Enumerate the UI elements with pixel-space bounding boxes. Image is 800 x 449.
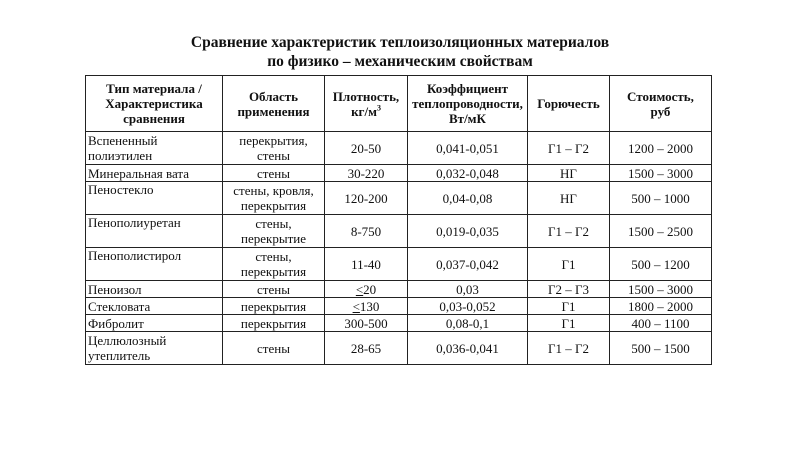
flammability-value: Г1	[528, 315, 610, 332]
material-name: Пеноизол	[86, 281, 223, 298]
application-area: перекрытия	[223, 298, 325, 315]
table-row	[86, 215, 712, 248]
flammability-value: Г2 – Г3	[528, 281, 610, 298]
conductivity-value: 0,03	[408, 281, 528, 298]
material-name: Пеностекло	[86, 182, 223, 215]
conductivity-value: 0,04-0,08	[408, 182, 528, 215]
application-area: стены, кровля, перекрытия	[223, 182, 325, 215]
flammability-value: Г1 – Г2	[528, 332, 610, 365]
density-value: 120-200	[325, 182, 408, 215]
table-row	[86, 315, 712, 332]
cost-value: 1500 – 2500	[610, 215, 712, 248]
density-value: 20-50	[325, 132, 408, 165]
conductivity-value: 0,041-0,051	[408, 132, 528, 165]
application-area: стены	[223, 332, 325, 365]
cost-value: 1500 – 3000	[610, 165, 712, 182]
table-row	[86, 281, 712, 298]
density-value: <130	[325, 298, 408, 315]
header-material-type: Тип материала / Характеристика сравнения	[86, 76, 223, 132]
application-area: стены	[223, 165, 325, 182]
application-area: перекрытия	[223, 315, 325, 332]
material-name: Стекловата	[86, 298, 223, 315]
conductivity-value: 0,036-0,041	[408, 332, 528, 365]
material-name: Вспененный полиэтилен	[86, 132, 223, 165]
title-line-1: Сравнение характеристик теплоизоляционных материалов	[190, 34, 610, 51]
material-name: Пенополиуретан	[86, 215, 223, 248]
flammability-value: Г1	[528, 298, 610, 315]
header-density: Плотность, $кг/м^3$	[325, 76, 408, 132]
cost-value: 500 – 1500	[610, 332, 712, 365]
density-value: 30-220	[325, 165, 408, 182]
application-area: стены	[223, 281, 325, 298]
application-area: стены, перекрытие	[223, 215, 325, 248]
table-row	[86, 182, 712, 215]
materials-comparison-table	[85, 75, 712, 365]
cost-value: 1800 – 2000	[610, 298, 712, 315]
header-conductivity: Коэффициент теплопроводности, Вт/мК	[408, 76, 528, 132]
conductivity-value: 0,08-0,1	[408, 315, 528, 332]
table-row	[86, 132, 712, 165]
cost-value: 1500 – 3000	[610, 281, 712, 298]
document-title	[0, 33, 800, 71]
cost-value: 400 – 1100	[610, 315, 712, 332]
cost-value: 500 – 1200	[610, 248, 712, 281]
header-application-area: Область применения	[223, 76, 325, 132]
material-name: Пенополистирол	[86, 248, 223, 281]
cost-value: 500 – 1000	[610, 182, 712, 215]
density-value: 28-65	[325, 332, 408, 365]
table-row	[86, 332, 712, 365]
header-cost: Стоимость, руб	[610, 76, 712, 132]
density-value: 8-750	[325, 215, 408, 248]
table-row	[86, 298, 712, 315]
title-line-2: по физико – механическим свойствам	[267, 53, 533, 70]
table-row	[86, 248, 712, 281]
density-value: 11-40	[325, 248, 408, 281]
material-name: Минеральная вата	[86, 165, 223, 182]
conductivity-value: 0,032-0,048	[408, 165, 528, 182]
table-row	[86, 165, 712, 182]
material-name: Фибролит	[86, 315, 223, 332]
conductivity-value: 0,019-0,035	[408, 215, 528, 248]
flammability-value: Г1 – Г2	[528, 132, 610, 165]
flammability-value: НГ	[528, 182, 610, 215]
application-area: стены, перекрытия	[223, 248, 325, 281]
density-value: 300-500	[325, 315, 408, 332]
density-value: <20	[325, 281, 408, 298]
flammability-value: Г1	[528, 248, 610, 281]
header-row	[86, 76, 712, 132]
conductivity-value: 0,03-0,052	[408, 298, 528, 315]
flammability-value: НГ	[528, 165, 610, 182]
header-flammability: Горючесть	[528, 76, 610, 132]
flammability-value: Г1 – Г2	[528, 215, 610, 248]
cost-value: 1200 – 2000	[610, 132, 712, 165]
conductivity-value: 0,037-0,042	[408, 248, 528, 281]
application-area: перекрытия, стены	[223, 132, 325, 165]
material-name: Целлюлозный утеплитель	[86, 332, 223, 365]
